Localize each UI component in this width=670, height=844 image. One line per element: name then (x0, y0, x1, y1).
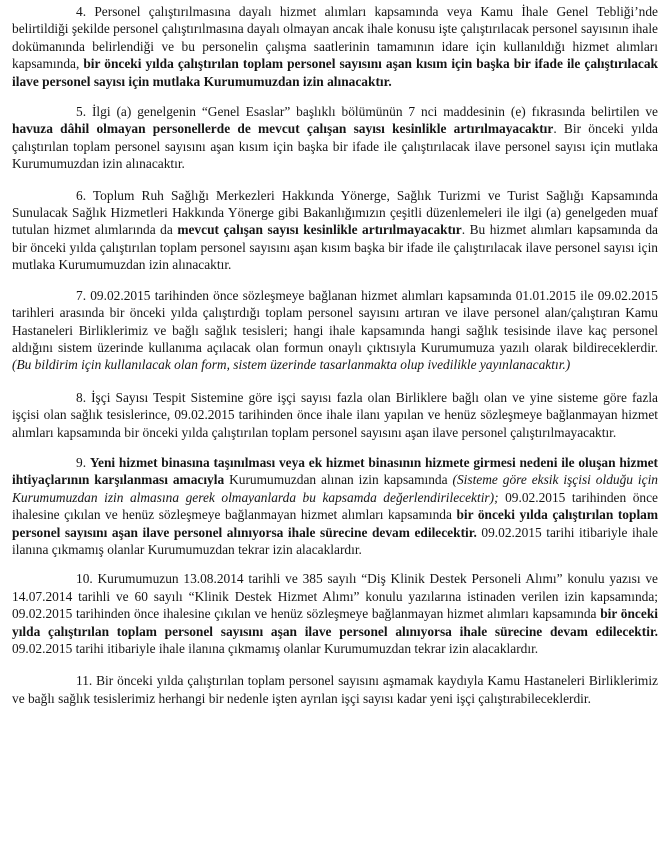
document-page (0, 3, 670, 844)
paragraph-bold-text: bir önceki yılda çalıştırılan toplam personel sayısını aşan ilave personel alınıyorsa ihale sürecine devam edilecektir. (12, 606, 658, 639)
paragraph-bold-text: bir önceki yılda çalıştırılan toplam personel sayısını aşan kısım için başka bir ifade ile çalıştırılacak ilave personel sayısı için mutlaka Kurumumuzdan izin alınacaktır. (12, 56, 659, 89)
paragraph-10 (12, 570, 658, 657)
paragraph-italic-note: (Bu bildirim için kullanılacak olan form, sistem üzerinde tasarlanmakta olup ivedilikle yayınlanacaktır.) (12, 357, 571, 373)
paragraph-text: 4. Personel çalıştırılmasına dayalı hizmet alımları kapsamında veya Kamu İhale Genel Tebliği’nde belirtildiği şekilde personel çalıştırılmasına dayalı olmayan ancak ihale konusu işte çalıştırılacak personel sayısının ihale dokümanında belirlendiği ve bu personelin çalışma saatlerinin tamamının idare için kullanıldığı hizmet alımları kapsamında, (12, 4, 658, 72)
paragraph-text: 7. 09.02.2015 tarihinden önce sözleşmeye bağlanan hizmet alımları kapsamında 01.01.2015 ile 09.02.2015 tarihleri arasında bir önceki yılda çalıştırdığı toplam personel sayısını artıran ve ilave personel alan/çalıştıran Kamu Hastaneleri Birliklerimiz ve bağlı sağlık tesisleri; hangi ihale kapsamında hangi sağlık tesisinde ilave kaç personel aldığını sistem üzerinde kullanıma açılacak olan formun onaylı çıktısıyla Kurumumuza yazılı olarak bildireceklerdir. (12, 287, 658, 355)
paragraph-text: 09.02.2015 tarihi itibariyle ihale ilanına çıkmamış olanlar Kurumumuzdan tekrar izin alacaklardır. (12, 641, 539, 656)
paragraph-7 (12, 287, 658, 374)
paragraph-text: . Bir önceki yılda çalıştırılan toplam personel sayısını aşan kısım için başka bir ifade ile çalıştırılacak ilave personel sayısı için mutlaka Kurumumuzdan izin alınacaktır. (12, 121, 658, 172)
paragraph-italic-note: (Sisteme göre eksik işçisi olduğu için Kurumumuzdan izin almasına gerek olmayanlarda bu kapsamda değerlendirilecektir); (12, 472, 658, 505)
paragraph-text: 11. Bir önceki yılda çalıştırılan toplam personel sayısını aşmamak kaydıyla Kamu Hastaneleri Birliklerimiz ve bağlı sağlık tesislerimiz herhangi bir nedenle işten ayrılan işçi sayısı kadar yeni işçi çalıştırabileceklerdir. (12, 673, 658, 706)
paragraph-11 (12, 672, 658, 707)
paragraph-text: 5. İlgi (a) genelgenin “Genel Esaslar” başlıklı bölümünün 7 nci maddesinin (e) fıkrasında belirtilen ve (76, 104, 658, 120)
paragraph-text: Kurumumuzdan alınan izin kapsamında (224, 472, 453, 488)
paragraph-9 (12, 454, 658, 558)
paragraph-text: 8. İşçi Sayısı Tespit Sistemine göre işçi sayısı fazla olan Birliklere bağlı olan ve yine sisteme göre fazla işçisi olan sağlık tesislerince, 09.02.2015 tarihinden önce ihale ilanı yapılan ve henüz sözleşmeye bağlanmayan hizmet alımları kapsamında bir önceki yılda çalıştırılan toplam personel sayısını aşan ilave personel çalıştırılmayacaktır. (12, 389, 658, 440)
paragraph-text: 9. (76, 454, 90, 470)
paragraph-text: 10. Kurumumuzun 13.08.2014 tarihli ve 385 sayılı “Diş Klinik Destek Personeli Alımı” konulu yazısı ve 14.07.2014 tarihli ve 60 sayılı “Klinik Destek Hizmet Alımı” konulu yazılarına istinaden verilen izin kapsamında; 09.02.2015 tarihinden önce ihalesine çıkılan ve henüz sözleşmeye bağlanmayan hizmet alımları kapsamında (12, 571, 658, 622)
paragraph-text: 09.02.2015 tarihi itibariyle ihale ilanına çıkmamış olanlar Kurumumuzdan tekrar izin alacaklardır. (12, 524, 658, 557)
paragraph-bold-text: Yeni hizmet binasına taşınılması veya ek hizmet binasının hizmete girmesi nedeni ile oluşan hizmet ihtiyaçlarının karşılanması amacıyla (12, 454, 658, 488)
paragraph-text: 6. Toplum Ruh Sağlığı Merkezleri Hakkında Yönerge, Sağlık Turizmi ve Turist Sağlığı Kapsamında Sunulacak Sağlık Hizmetleri Hakkında Yönerge gibi Bakanlığımızın çeşitli düzenlemeleri ile ilgi (a) genelgeden muaf tutulan hizmet alımlarında da (12, 187, 658, 238)
paragraph-6 (12, 187, 658, 274)
paragraph-5 (12, 103, 658, 173)
paragraph-bold-text: mevcut çalışan sayısı kesinlikle artırılmayacaktır (177, 222, 462, 238)
paragraph-8 (12, 389, 658, 441)
paragraph-text: 09.02.2015 tarihinden önce ihalesine çıkılan ve henüz sözleşmeye bağlanmayan hizmet alımları kapsamında (12, 489, 658, 523)
paragraph-bold-text: bir önceki yılda çalıştırılan toplam personel sayısını aşan ilave personel alınıyorsa ihale sürecine devam edilecektir. (12, 507, 659, 540)
paragraph-4 (12, 3, 658, 90)
paragraph-bold-text: havuza dâhil olmayan personellerde de mevcut çalışan sayısı kesinlikle artırılmayacaktır (12, 121, 554, 137)
paragraph-text: . Bu hizmet alımları kapsamında da bir önceki yılda çalıştırılan toplam personel sayısını aşan kısım başka bir ifade ile çalıştırılacak ilave personel sayısı için mutlaka Kurumumuzdan izin alınacaktır. (12, 222, 658, 273)
